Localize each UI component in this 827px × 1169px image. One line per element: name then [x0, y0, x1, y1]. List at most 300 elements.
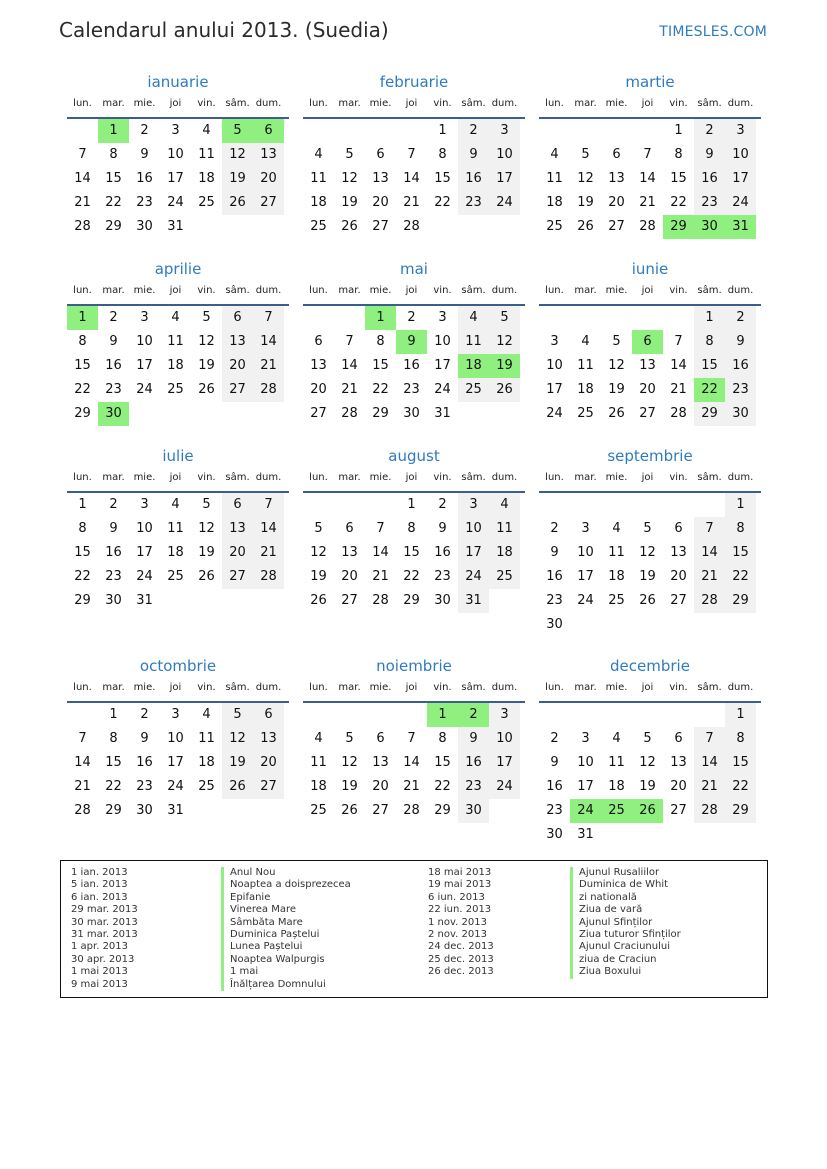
weekday-label: sâm. — [461, 98, 486, 109]
holiday-entry: Anul Nou — [221, 867, 351, 879]
day-cell: 31 — [167, 219, 184, 234]
weekday-label: sâm. — [697, 682, 722, 693]
weekday-header — [539, 681, 761, 703]
day-cell: 2 — [140, 123, 149, 138]
day-cell: 24 — [577, 593, 594, 608]
day-cell: 6 — [253, 119, 284, 143]
day-cell: 12 — [198, 521, 215, 536]
weekday-label: vin. — [197, 472, 216, 483]
day-cell: 5 — [345, 147, 354, 162]
day-cell: 25 — [608, 593, 625, 608]
day-cell: 18 — [608, 779, 625, 794]
day-cell: 16 — [546, 569, 563, 584]
day-cell: 18 — [310, 195, 327, 210]
holiday-entry: 1 ian. 2013 — [71, 867, 128, 878]
day-cell: 16 — [546, 779, 563, 794]
day-cell: 28 — [403, 803, 420, 818]
day-cell: 27 — [222, 378, 253, 402]
empty-cell — [396, 703, 427, 727]
day-cell: 14 — [694, 541, 725, 565]
day-cell: 30 — [725, 402, 756, 426]
empty-cell — [570, 119, 601, 143]
holiday-entry: 5 ian. 2013 — [71, 879, 128, 891]
day-cell: 17 — [489, 167, 520, 191]
day-cell: 8 — [109, 731, 118, 746]
weekday-header — [67, 681, 289, 703]
day-cell: 17 — [577, 569, 594, 584]
day-cell: 30 — [546, 617, 563, 632]
day-cell: 7 — [78, 147, 87, 162]
day-cell: 8 — [438, 147, 447, 162]
days-grid — [67, 119, 289, 239]
weekday-label: lun. — [73, 285, 92, 296]
day-cell: 1 — [109, 707, 118, 722]
day-cell: 12 — [489, 330, 520, 354]
days-grid — [67, 493, 289, 613]
day-cell: 26 — [310, 593, 327, 608]
weekday-label: mie. — [369, 98, 392, 109]
day-cell: 25 — [489, 565, 520, 589]
weekday-header — [303, 284, 525, 306]
weekday-label: sâm. — [225, 682, 250, 693]
holiday-entry: Ajunul Craciunului — [570, 941, 681, 953]
holiday-dates-column-1 — [71, 867, 138, 991]
month-title: iulie — [162, 447, 194, 465]
day-cell: 27 — [310, 406, 327, 421]
day-cell: 16 — [458, 167, 489, 191]
day-cell: 25 — [310, 803, 327, 818]
day-cell: 30 — [403, 406, 420, 421]
weekday-label: mie. — [369, 682, 392, 693]
weekday-label: joi — [169, 682, 182, 693]
day-cell: 15 — [434, 755, 451, 770]
empty-cell — [601, 703, 632, 727]
month-ianuarie — [67, 73, 289, 239]
day-cell: 15 — [105, 755, 122, 770]
day-cell: 26 — [198, 569, 215, 584]
weekday-label: sâm. — [225, 285, 250, 296]
weekday-label: joi — [169, 285, 182, 296]
day-cell: 21 — [253, 541, 284, 565]
day-cell: 24 — [546, 406, 563, 421]
day-cell: 6 — [632, 330, 663, 354]
weekday-label: mar. — [574, 285, 597, 296]
day-cell: 31 — [458, 589, 489, 613]
weekday-label: dum. — [255, 98, 282, 109]
days-grid — [303, 703, 525, 823]
day-cell: 23 — [694, 191, 725, 215]
day-cell: 22 — [74, 569, 91, 584]
weekday-label: vin. — [433, 472, 452, 483]
day-cell: 18 — [167, 545, 184, 560]
day-cell: 18 — [198, 171, 215, 186]
holiday-entry: 30 apr. 2013 — [71, 953, 135, 965]
day-cell: 12 — [341, 755, 358, 770]
day-cell: 2 — [694, 119, 725, 143]
day-cell: 13 — [372, 171, 389, 186]
weekday-label: mar. — [338, 682, 361, 693]
day-cell: 23 — [136, 195, 153, 210]
day-cell: 1 — [67, 306, 98, 330]
weekday-label: sâm. — [697, 285, 722, 296]
day-cell: 16 — [725, 354, 756, 378]
weekday-label: joi — [169, 98, 182, 109]
day-cell: 21 — [253, 354, 284, 378]
month-septembrie — [539, 447, 761, 637]
holiday-entry: Ziua Boxului — [570, 966, 681, 978]
weekday-label: lun. — [545, 98, 564, 109]
holiday-entry: Ziua de vară — [570, 904, 681, 916]
day-cell: 22 — [74, 382, 91, 397]
day-cell: 22 — [372, 382, 389, 397]
weekday-header — [539, 97, 761, 119]
day-cell: 4 — [202, 123, 211, 138]
holiday-entry: 2 nov. 2013 — [428, 928, 487, 940]
weekday-label: mie. — [605, 98, 628, 109]
day-cell: 6 — [376, 147, 385, 162]
day-cell: 19 — [639, 779, 656, 794]
day-cell: 17 — [546, 382, 563, 397]
day-cell: 28 — [670, 406, 687, 421]
day-cell: 5 — [345, 731, 354, 746]
day-cell: 27 — [341, 593, 358, 608]
day-cell: 11 — [310, 171, 327, 186]
day-cell: 20 — [639, 382, 656, 397]
day-cell: 11 — [489, 517, 520, 541]
holiday-entry: Ajunul Rusaliilor — [570, 867, 681, 879]
empty-cell — [570, 306, 601, 330]
weekday-label: sâm. — [461, 472, 486, 483]
day-cell: 15 — [694, 354, 725, 378]
day-cell: 27 — [372, 219, 389, 234]
month-august — [303, 447, 525, 613]
day-cell: 3 — [171, 123, 180, 138]
day-cell: 4 — [314, 147, 323, 162]
day-cell: 1 — [694, 306, 725, 330]
weekday-label: lun. — [73, 98, 92, 109]
holiday-entry: Lunea Paștelui — [221, 941, 351, 953]
weekday-label: joi — [405, 472, 418, 483]
day-cell: 6 — [674, 521, 683, 536]
weekday-label: vin. — [197, 98, 216, 109]
month-iulie — [67, 447, 289, 613]
weekday-label: dum. — [491, 285, 518, 296]
weekday-label: sâm. — [461, 285, 486, 296]
day-cell: 14 — [403, 171, 420, 186]
day-cell: 13 — [253, 143, 284, 167]
holiday-entry: 1 mai 2013 — [71, 966, 128, 978]
day-cell: 31 — [167, 803, 184, 818]
day-cell: 21 — [403, 195, 420, 210]
day-cell: 4 — [550, 147, 559, 162]
day-cell: 25 — [458, 378, 489, 402]
day-cell: 26 — [608, 406, 625, 421]
day-cell: 9 — [550, 545, 559, 560]
weekday-label: dum. — [727, 98, 754, 109]
day-cell: 25 — [577, 406, 594, 421]
day-cell: 11 — [546, 171, 563, 186]
day-cell: 12 — [608, 358, 625, 373]
day-cell: 17 — [136, 358, 153, 373]
weekday-label: joi — [641, 682, 654, 693]
day-cell: 24 — [167, 779, 184, 794]
day-cell: 22 — [670, 195, 687, 210]
day-cell: 24 — [136, 382, 153, 397]
holiday-entry: 19 mai 2013 — [428, 879, 492, 891]
day-cell: 27 — [670, 803, 687, 818]
day-cell: 30 — [546, 827, 563, 842]
day-cell: 17 — [458, 541, 489, 565]
holiday-entry: 24 dec. 2013 — [428, 941, 494, 953]
day-cell: 6 — [222, 306, 253, 330]
day-cell: 19 — [222, 751, 253, 775]
day-cell: 29 — [725, 799, 756, 823]
day-cell: 5 — [202, 497, 211, 512]
day-cell: 12 — [341, 171, 358, 186]
holiday-entry: Noaptea Walpurgis — [221, 954, 351, 966]
holiday-entry: 31 mar. 2013 — [71, 928, 138, 940]
day-cell: 14 — [403, 755, 420, 770]
day-cell: 3 — [581, 521, 590, 536]
day-cell: 30 — [136, 219, 153, 234]
day-cell: 26 — [222, 775, 253, 799]
day-cell: 26 — [489, 378, 520, 402]
month-title: decembrie — [610, 657, 690, 675]
weekday-label: mie. — [605, 285, 628, 296]
day-cell: 14 — [253, 330, 284, 354]
holiday-entry: 22 iun. 2013 — [428, 904, 492, 916]
day-cell: 24 — [136, 569, 153, 584]
day-cell: 27 — [222, 565, 253, 589]
day-cell: 11 — [167, 521, 184, 536]
weekday-label: mar. — [338, 98, 361, 109]
day-cell: 29 — [663, 215, 694, 239]
day-cell: 21 — [694, 565, 725, 589]
weekday-label: vin. — [433, 98, 452, 109]
day-cell: 9 — [725, 330, 756, 354]
day-cell: 23 — [105, 382, 122, 397]
weekday-label: joi — [405, 285, 418, 296]
day-cell: 14 — [694, 751, 725, 775]
day-cell: 9 — [458, 727, 489, 751]
day-cell: 17 — [434, 358, 451, 373]
empty-cell — [334, 703, 365, 727]
month-title: februarie — [379, 73, 449, 91]
day-cell: 30 — [458, 799, 489, 823]
day-cell: 20 — [372, 779, 389, 794]
day-cell: 11 — [608, 545, 625, 560]
day-cell: 21 — [639, 195, 656, 210]
day-cell: 13 — [670, 755, 687, 770]
day-cell: 20 — [670, 779, 687, 794]
weekday-header — [303, 681, 525, 703]
day-cell: 11 — [167, 334, 184, 349]
day-cell: 8 — [725, 727, 756, 751]
day-cell: 16 — [136, 755, 153, 770]
day-cell: 26 — [639, 593, 656, 608]
month-title: septembrie — [607, 447, 693, 465]
day-cell: 8 — [407, 521, 416, 536]
day-cell: 23 — [458, 191, 489, 215]
day-cell: 7 — [407, 147, 416, 162]
day-cell: 11 — [608, 755, 625, 770]
days-grid — [303, 306, 525, 426]
empty-cell — [303, 703, 334, 727]
day-cell: 11 — [198, 731, 215, 746]
empty-cell — [694, 703, 725, 727]
day-cell: 19 — [341, 195, 358, 210]
day-cell: 19 — [341, 779, 358, 794]
brand-link[interactable]: TIMESLES.COM — [659, 24, 767, 40]
day-cell: 4 — [171, 310, 180, 325]
day-cell: 28 — [694, 589, 725, 613]
day-cell: 23 — [458, 775, 489, 799]
day-cell: 7 — [407, 731, 416, 746]
day-cell: 7 — [694, 727, 725, 751]
day-cell: 10 — [725, 143, 756, 167]
holiday-entry: Vinerea Mare — [221, 904, 351, 916]
weekday-label: dum. — [255, 472, 282, 483]
weekday-label: vin. — [669, 98, 688, 109]
day-cell: 17 — [136, 545, 153, 560]
day-cell: 7 — [345, 334, 354, 349]
day-cell: 11 — [458, 330, 489, 354]
day-cell: 25 — [601, 799, 632, 823]
day-cell: 25 — [198, 779, 215, 794]
weekday-label: mar. — [574, 98, 597, 109]
day-cell: 19 — [198, 545, 215, 560]
empty-cell — [632, 119, 663, 143]
day-cell: 3 — [550, 334, 559, 349]
weekday-label: lun. — [73, 472, 92, 483]
day-cell: 6 — [222, 493, 253, 517]
day-cell: 25 — [167, 382, 184, 397]
days-grid — [539, 119, 761, 239]
weekday-header — [303, 471, 525, 493]
day-cell: 20 — [372, 195, 389, 210]
empty-cell — [365, 119, 396, 143]
weekday-label: lun. — [73, 682, 92, 693]
weekday-label: dum. — [727, 285, 754, 296]
day-cell: 2 — [550, 731, 559, 746]
holiday-entry: 6 ian. 2013 — [71, 891, 128, 903]
day-cell: 13 — [310, 358, 327, 373]
day-cell: 20 — [670, 569, 687, 584]
holiday-entry: 6 iun. 2013 — [428, 891, 485, 903]
day-cell: 13 — [253, 727, 284, 751]
day-cell: 3 — [438, 310, 447, 325]
day-cell: 20 — [341, 569, 358, 584]
days-grid — [303, 493, 525, 613]
day-cell: 31 — [725, 215, 756, 239]
holiday-entry: 1 nov. 2013 — [428, 916, 487, 928]
day-cell: 22 — [105, 779, 122, 794]
empty-cell — [601, 493, 632, 517]
day-cell: 15 — [372, 358, 389, 373]
day-cell: 20 — [253, 167, 284, 191]
month-title: iunie — [631, 260, 669, 278]
day-cell: 7 — [253, 306, 284, 330]
day-cell: 14 — [639, 171, 656, 186]
day-cell: 21 — [74, 779, 91, 794]
weekday-label: vin. — [197, 682, 216, 693]
day-cell: 2 — [438, 497, 447, 512]
holiday-entry: 1 apr. 2013 — [71, 941, 129, 953]
day-cell: 5 — [643, 521, 652, 536]
month-mai — [303, 260, 525, 426]
holiday-entry: Epifanie — [221, 892, 351, 904]
day-cell: 28 — [639, 219, 656, 234]
day-cell: 22 — [694, 378, 725, 402]
day-cell: 5 — [314, 521, 323, 536]
holiday-entry: Duminica Paștelui — [221, 929, 351, 941]
day-cell: 12 — [577, 171, 594, 186]
day-cell: 10 — [136, 521, 153, 536]
day-cell: 6 — [612, 147, 621, 162]
day-cell: 17 — [489, 751, 520, 775]
day-cell: 7 — [253, 493, 284, 517]
empty-cell — [570, 703, 601, 727]
day-cell: 19 — [198, 358, 215, 373]
day-cell: 4 — [612, 521, 621, 536]
day-cell: 2 — [458, 703, 489, 727]
day-cell: 24 — [458, 565, 489, 589]
day-cell: 1 — [98, 119, 129, 143]
holiday-dates-column-2 — [428, 867, 494, 979]
day-cell: 18 — [198, 755, 215, 770]
day-cell: 8 — [725, 517, 756, 541]
day-cell: 26 — [222, 191, 253, 215]
day-cell: 26 — [341, 219, 358, 234]
weekday-label: joi — [641, 472, 654, 483]
day-cell: 15 — [725, 751, 756, 775]
day-cell: 9 — [438, 521, 447, 536]
day-cell: 30 — [105, 593, 122, 608]
day-cell: 18 — [546, 195, 563, 210]
day-cell: 5 — [643, 731, 652, 746]
day-cell: 1 — [407, 497, 416, 512]
day-cell: 3 — [489, 119, 520, 143]
weekday-label: joi — [405, 682, 418, 693]
day-cell: 25 — [310, 219, 327, 234]
day-cell: 9 — [458, 143, 489, 167]
day-cell: 25 — [546, 219, 563, 234]
weekday-label: joi — [641, 98, 654, 109]
day-cell: 2 — [407, 310, 416, 325]
day-cell: 12 — [310, 545, 327, 560]
day-cell: 10 — [136, 334, 153, 349]
empty-cell — [334, 493, 365, 517]
empty-cell — [570, 493, 601, 517]
empty-cell — [694, 493, 725, 517]
holiday-entry: 1 mai — [221, 966, 351, 978]
weekday-label: sâm. — [225, 472, 250, 483]
day-cell: 2 — [458, 119, 489, 143]
day-cell: 15 — [670, 171, 687, 186]
weekday-label: mie. — [133, 682, 156, 693]
holiday-names-column-1 — [221, 867, 351, 991]
day-cell: 6 — [253, 703, 284, 727]
day-cell: 6 — [376, 731, 385, 746]
day-cell: 9 — [140, 731, 149, 746]
day-cell: 7 — [78, 731, 87, 746]
day-cell: 29 — [725, 589, 756, 613]
empty-cell — [396, 119, 427, 143]
day-cell: 18 — [458, 354, 489, 378]
weekday-label: joi — [169, 472, 182, 483]
day-cell: 16 — [136, 171, 153, 186]
day-cell: 10 — [434, 334, 451, 349]
